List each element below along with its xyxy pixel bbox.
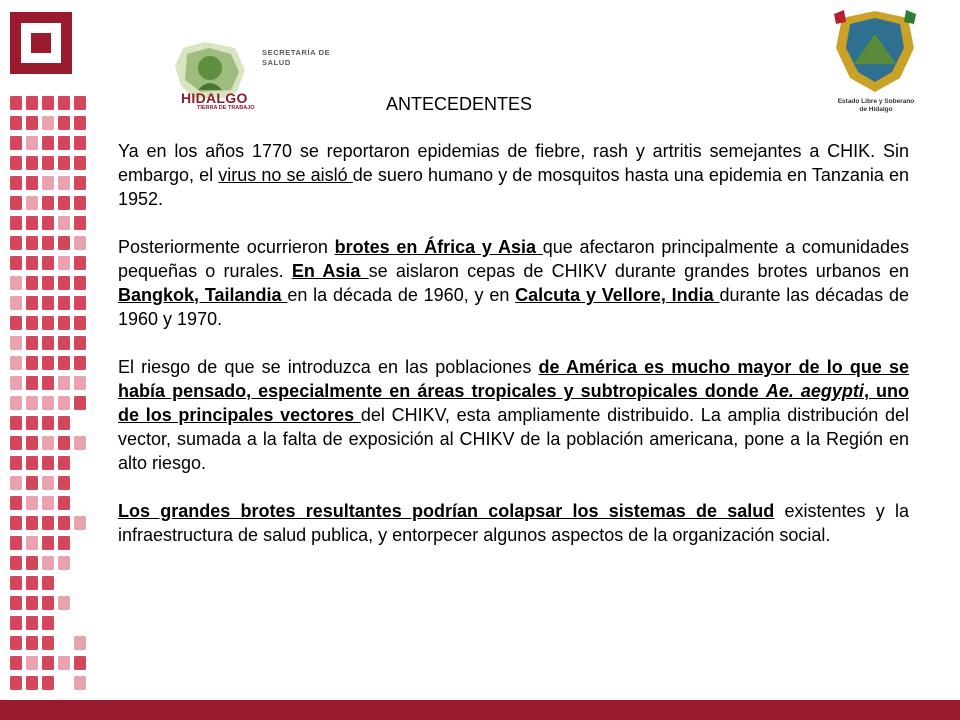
pattern-square [10,616,22,630]
pattern-square [74,116,86,130]
pattern-square [42,576,54,590]
pattern-square [58,376,70,390]
pattern-square [58,456,70,470]
pattern-square [58,176,70,190]
paragraph-2: Posteriormente ocurrieron brotes en África y Asia que afectaron principalmente a comunidades pequeñas o rurales. En Asia se aislaron cepas de CHIKV durante grandes brotes urbanos en Bangkok, Tailandia en la década de 1960, y en Calcuta y Vellore, India durante las décadas de 1960 y 1970. [118,237,910,329]
pattern-square [10,576,22,590]
pattern-square [26,296,38,310]
pattern-square [10,556,22,570]
paragraph-3: El riesgo de que se introduzca en las poblaciones de América es mucho mayor de lo que se había pensado, especialmente en áreas tropicales y subtropicales donde Ae. aegypti, uno de los principales vectores del CHIKV, esta ampliamente distribuido. La amplia distribución del vector, sumada a la falta de exposición al CHIKV de la población americana, pone a la Región en alto riesgo. [118,357,909,473]
pattern-square [42,216,54,230]
pattern-square [10,536,22,550]
pattern-square [10,296,22,310]
pattern-square [26,96,38,110]
bottom-accent-bar [0,700,960,720]
pattern-square [58,356,70,370]
pattern-square [42,636,54,650]
pattern-square [42,336,54,350]
pattern-square [74,376,86,390]
pattern-square [58,256,70,270]
hidalgo-brand: HIDALGO [181,90,248,106]
pattern-square [58,296,70,310]
pattern-square [74,636,86,650]
pattern-square [58,416,70,430]
pattern-square [42,376,54,390]
pattern-square [26,156,38,170]
pattern-square [58,396,70,410]
pattern-square [10,516,22,530]
pattern-square [26,356,38,370]
pattern-square [10,176,22,190]
pattern-square [10,276,22,290]
pattern-square [26,576,38,590]
pattern-square [58,516,70,530]
pattern-square [26,396,38,410]
pattern-square [58,316,70,330]
caption-line-2: de Hidalgo [859,106,893,113]
pattern-square [42,356,54,370]
caption-line-1: Estado Libre y Soberano [837,98,915,105]
pattern-square [26,596,38,610]
pattern-square [58,196,70,210]
pattern-square [42,556,54,570]
pattern-square [58,156,70,170]
pattern-square [42,596,54,610]
pattern-square [10,656,22,670]
pattern-square [26,676,38,690]
pattern-square [10,496,22,510]
pattern-square [58,136,70,150]
pattern-square [10,596,22,610]
pattern-square [26,456,38,470]
pattern-square [74,96,86,110]
department-name [262,48,330,68]
pattern-square [10,196,22,210]
pattern-square [26,656,38,670]
pattern-square [26,216,38,230]
pattern-square [26,316,38,330]
pattern-square [58,556,70,570]
pattern-square [10,216,22,230]
pattern-square [10,416,22,430]
pattern-square [42,436,54,450]
pattern-square [26,376,38,390]
pattern-square [42,316,54,330]
pattern-square [42,516,54,530]
pattern-square [26,136,38,150]
pattern-square [42,456,54,470]
pattern-square [10,436,22,450]
pattern-square [26,636,38,650]
pattern-square [74,336,86,350]
pattern-square [42,296,54,310]
pattern-square [74,216,86,230]
pattern-square [42,96,54,110]
pattern-square [58,536,70,550]
pattern-square [26,536,38,550]
pattern-square [42,476,54,490]
pattern-square [10,136,22,150]
left-decorative-pattern [0,0,100,700]
coat-of-arms-icon [830,8,920,98]
body-text [118,139,909,571]
pattern-square [42,496,54,510]
pattern-square [42,156,54,170]
department-line-2: SALUD [262,58,291,67]
pattern-square [58,656,70,670]
pattern-square [26,276,38,290]
pattern-square [42,196,54,210]
coat-of-arms-caption [824,98,928,114]
pattern-square [74,516,86,530]
square-grid [10,96,86,690]
pattern-square [10,336,22,350]
pattern-square [74,236,86,250]
pattern-square [10,236,22,250]
pattern-square [10,676,22,690]
pattern-square [26,556,38,570]
pattern-square [26,256,38,270]
pattern-square [10,376,22,390]
pattern-square [10,256,22,270]
pattern-square [74,676,86,690]
pattern-square [42,176,54,190]
pattern-square [58,436,70,450]
pattern-square [58,96,70,110]
pattern-square [74,316,86,330]
pattern-square [10,316,22,330]
pattern-square [42,136,54,150]
hidalgo-tagline: TIERRA DE TRABAJO [197,105,255,111]
pattern-square [74,156,86,170]
pattern-square [42,236,54,250]
pattern-square [42,256,54,270]
pattern-square [74,136,86,150]
pattern-square [26,476,38,490]
pattern-square [74,656,86,670]
pattern-square [58,216,70,230]
pattern-square [74,396,86,410]
pattern-square [74,176,86,190]
pattern-square [74,356,86,370]
paragraph-4: Los grandes brotes resultantes podrían colapsar los sistemas de salud existentes y la infraestructura de salud publica, y entorpecer algunos aspectos de la organización social. [118,501,909,545]
pattern-square [10,636,22,650]
pattern-square [42,276,54,290]
pattern-square [74,296,86,310]
page-title: ANTECEDENTES [386,94,533,114]
pattern-square [26,196,38,210]
pattern-square [74,196,86,210]
pattern-square [42,116,54,130]
pattern-square [58,236,70,250]
pattern-square [58,116,70,130]
pattern-square [42,536,54,550]
pattern-square [10,156,22,170]
paragraph-1: Ya en los años 1770 se reportaron epidemias de fiebre, rash y artritis semejantes a CHIK. Sin embargo, el virus no se aisló de suero humano y de mosquitos hasta una epidemia en Tanzania en 1952. [118,141,910,209]
department-line-1: SECRETARÍA DE [262,48,331,57]
pattern-square [58,336,70,350]
pattern-square [10,456,22,470]
pattern-square [10,476,22,490]
pattern-square [74,256,86,270]
pattern-square [74,276,86,290]
pattern-square [26,416,38,430]
pattern-square [10,96,22,110]
pattern-square [58,496,70,510]
pattern-square [42,656,54,670]
pattern-square [74,436,86,450]
pattern-square [26,496,38,510]
pattern-square [26,336,38,350]
pattern-square [26,236,38,250]
pattern-square [10,396,22,410]
pattern-square [10,116,22,130]
pattern-square [26,116,38,130]
pattern-square [42,396,54,410]
pattern-square [42,616,54,630]
pattern-square [58,476,70,490]
pattern-square [26,176,38,190]
pattern-square [26,436,38,450]
pattern-square [26,516,38,530]
pattern-square [42,676,54,690]
pattern-square [26,616,38,630]
pattern-square [58,596,70,610]
pattern-square [58,276,70,290]
pattern-square [42,416,54,430]
pattern-square [10,356,22,370]
